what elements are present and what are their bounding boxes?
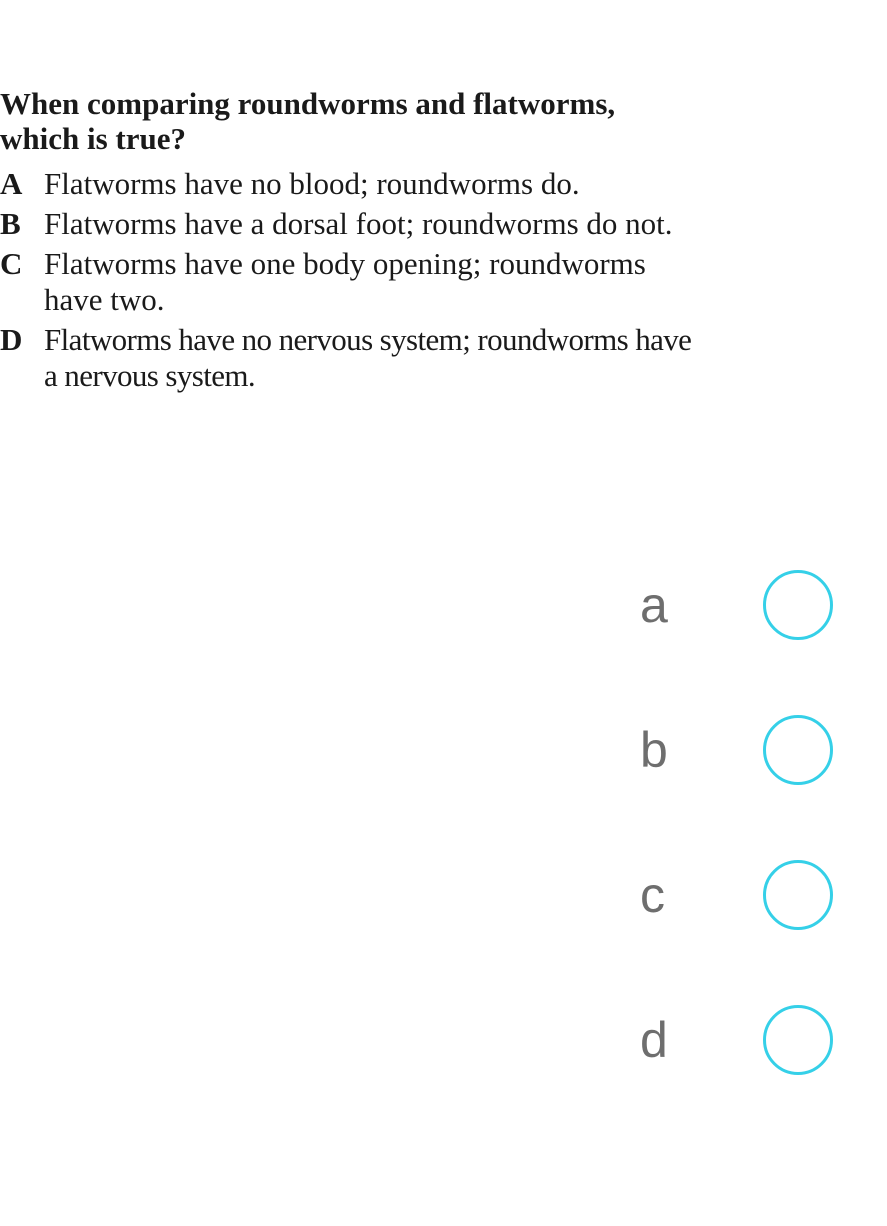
answer-label: b [640,722,668,778]
option-text: Flatworms have no blood; roundworms do. [44,166,580,201]
answer-row-b[interactable] [620,713,850,793]
answer-row-a[interactable] [620,568,850,648]
answer-label: c [640,867,665,923]
option-text: Flatworms have one body opening; roundworms have two. [44,246,646,317]
option-text: Flatworms have no nervous system; roundworms have a nervous system. [44,322,692,393]
radio-unselected-icon[interactable] [763,860,833,930]
option-letter: B [0,206,21,241]
radio-unselected-icon[interactable] [763,715,833,785]
answer-row-c[interactable] [620,858,850,938]
option-letter: D [0,322,23,357]
option-letter: A [0,166,23,201]
option-text: Flatworms have a dorsal foot; roundworms do not. [44,206,673,241]
radio-unselected-icon[interactable] [763,1005,833,1075]
answer-label: a [640,577,668,633]
answer-label: d [640,1012,668,1068]
radio-unselected-icon[interactable] [763,570,833,640]
answer-row-d[interactable] [620,1003,850,1083]
question-text: When comparing roundworms and flatworms, which is true? [0,86,616,156]
option-letter: C [0,246,23,281]
